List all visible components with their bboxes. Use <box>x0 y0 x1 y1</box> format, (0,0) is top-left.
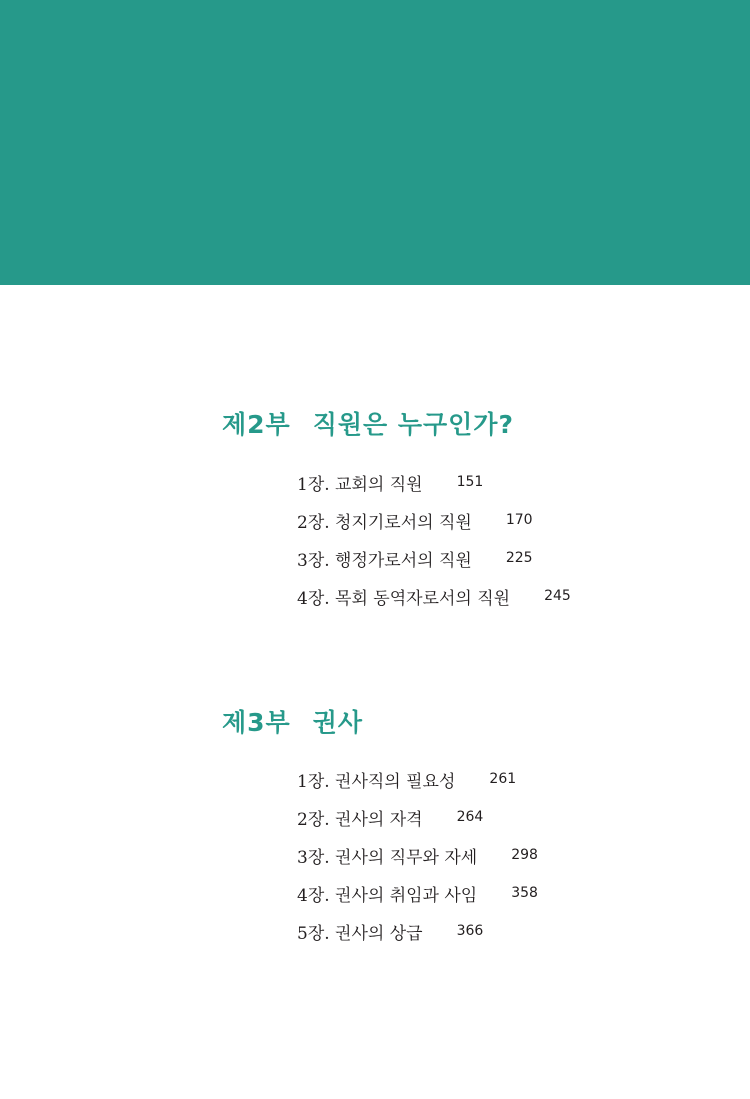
toc-entry-part3-ch1[interactable] <box>297 760 538 798</box>
toc-entry-part3-ch3[interactable] <box>297 836 538 874</box>
part-3-chapter-list <box>297 760 538 950</box>
toc-entry-part2-ch1[interactable] <box>297 463 571 501</box>
chapter-title: 3장. 행정가로서의 직원 <box>297 550 472 571</box>
chapter-title: 4장. 권사의 취임과 사임 <box>297 885 478 906</box>
chapter-title: 2장. 권사의 자격 <box>297 809 423 830</box>
part-2-title: 직원은 누구인가? <box>312 410 514 439</box>
page-number: 245 <box>544 588 571 604</box>
page-number: 264 <box>456 809 484 825</box>
page-number: 358 <box>511 885 538 901</box>
chapter-title: 4장. 목회 동역자로서의 직원 <box>297 588 511 609</box>
part-3-heading <box>222 703 363 739</box>
page-number: 261 <box>489 771 517 787</box>
page-number: 151 <box>456 474 484 490</box>
chapter-title: 3장. 권사의 직무와 자세 <box>297 847 478 868</box>
toc-entry-part2-ch3[interactable] <box>297 539 571 577</box>
toc-entry-part3-ch4[interactable] <box>297 874 538 912</box>
part-2-chapter-list <box>297 463 571 615</box>
toc-entry-part3-ch2[interactable] <box>297 798 538 836</box>
chapter-title: 1장. 권사직의 필요성 <box>297 771 456 792</box>
chapter-title: 1장. 교회의 직원 <box>297 474 423 495</box>
part-2-heading <box>222 405 514 441</box>
toc-entry-part2-ch4[interactable] <box>297 577 571 615</box>
chapter-title: 2장. 청지기로서의 직원 <box>297 512 472 533</box>
toc-entry-part2-ch2[interactable] <box>297 501 571 539</box>
toc-entry-part3-ch5[interactable] <box>297 912 538 950</box>
part-3-label: 제3부 <box>222 708 291 737</box>
chapter-title: 5장. 권사의 상급 <box>297 923 423 944</box>
page-number: 366 <box>456 923 484 939</box>
part-2-label: 제2부 <box>222 410 291 439</box>
page-number: 225 <box>505 550 533 566</box>
page-number: 298 <box>511 847 538 863</box>
page-number: 170 <box>505 512 533 528</box>
part-3-title: 권사 <box>312 708 364 737</box>
header-banner <box>0 0 750 285</box>
